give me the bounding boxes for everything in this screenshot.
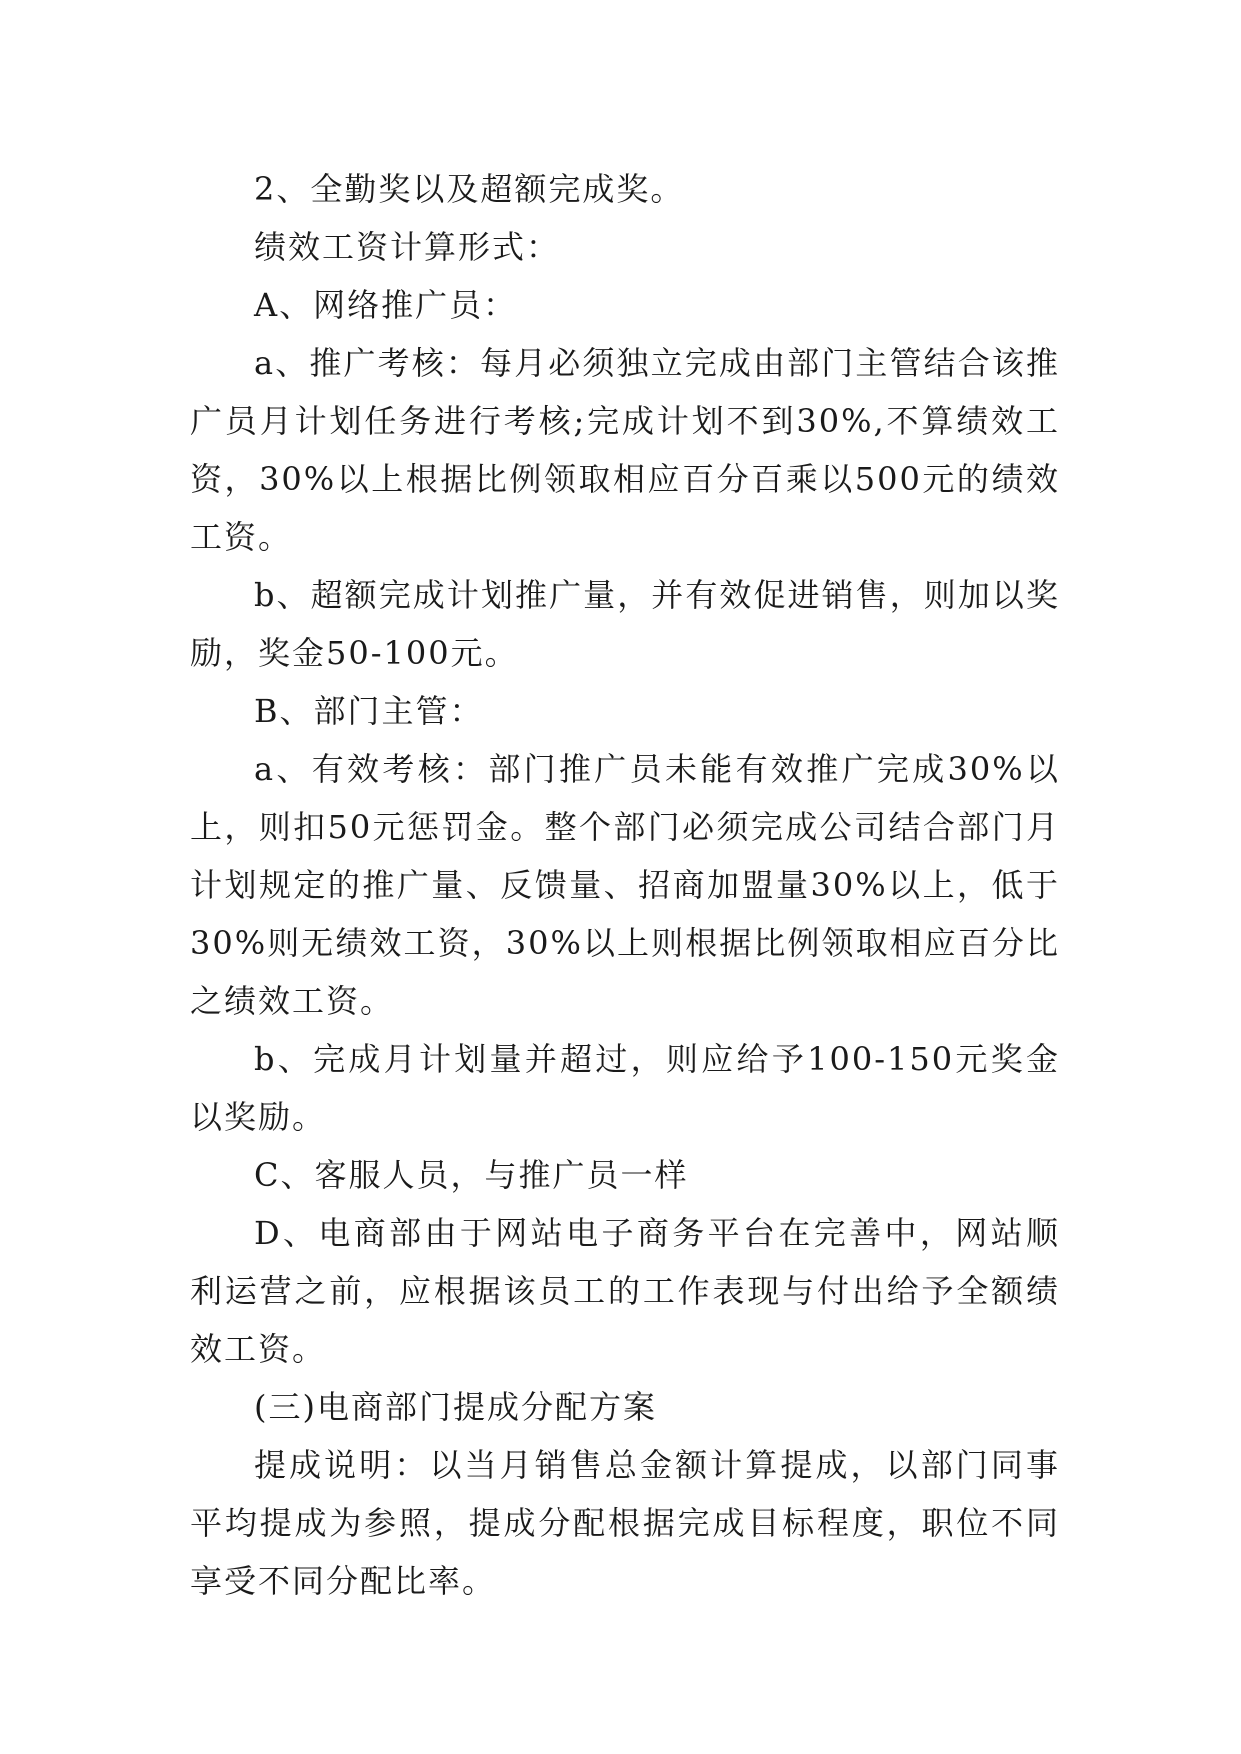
paragraph-performance-pay-heading: 绩效工资计算形式： <box>254 228 561 266</box>
paragraph-section-d: D、电商部由于网站电子商务平台在完善中，网站顺利运营之前，应根据该员工的工作表现与付出给予全额绩效工资。 <box>190 1214 1060 1368</box>
document-body <box>190 160 1060 1610</box>
paragraph-section-c: C、客服人员，与推广员一样 <box>254 1156 689 1194</box>
paragraph-section-b-item-b: b、完成月计划量并超过，则应给予100-150元奖金以奖励。 <box>190 1040 1060 1136</box>
paragraph-commission-heading: (三)电商部门提成分配方案 <box>254 1388 657 1426</box>
paragraph-attendance-bonus: 2、全勤奖以及超额完成奖。 <box>254 170 685 208</box>
paragraph-section-a-heading: A、网络推广员： <box>254 286 518 324</box>
paragraph-section-b-heading: B、部门主管： <box>254 692 484 730</box>
paragraph-commission-description: 提成说明：以当月销售总金额计算提成，以部门同事平均提成为参照，提成分配根据完成目标程度，职位不同享受不同分配比率。 <box>190 1446 1060 1600</box>
paragraph-section-a-item-b: b、超额完成计划推广量，并有效促进销售，则加以奖励，奖金50-100元。 <box>190 576 1060 672</box>
paragraph-section-a-item-a: a、推广考核：每月必须独立完成由部门主管结合该推广员月计划任务进行考核;完成计划不到30%,不算绩效工资，30%以上根据比例领取相应百分百乘以500元的绩效工资。 <box>190 344 1060 556</box>
paragraph-section-b-item-a: a、有效考核：部门推广员未能有效推广完成30%以上，则扣50元惩罚金。整个部门必须完成公司结合部门月计划规定的推广量、反馈量、招商加盟量30%以上，低于30%则无绩效工资，30%以上则根据比例领取相应百分比之绩效工资。 <box>190 750 1060 1020</box>
